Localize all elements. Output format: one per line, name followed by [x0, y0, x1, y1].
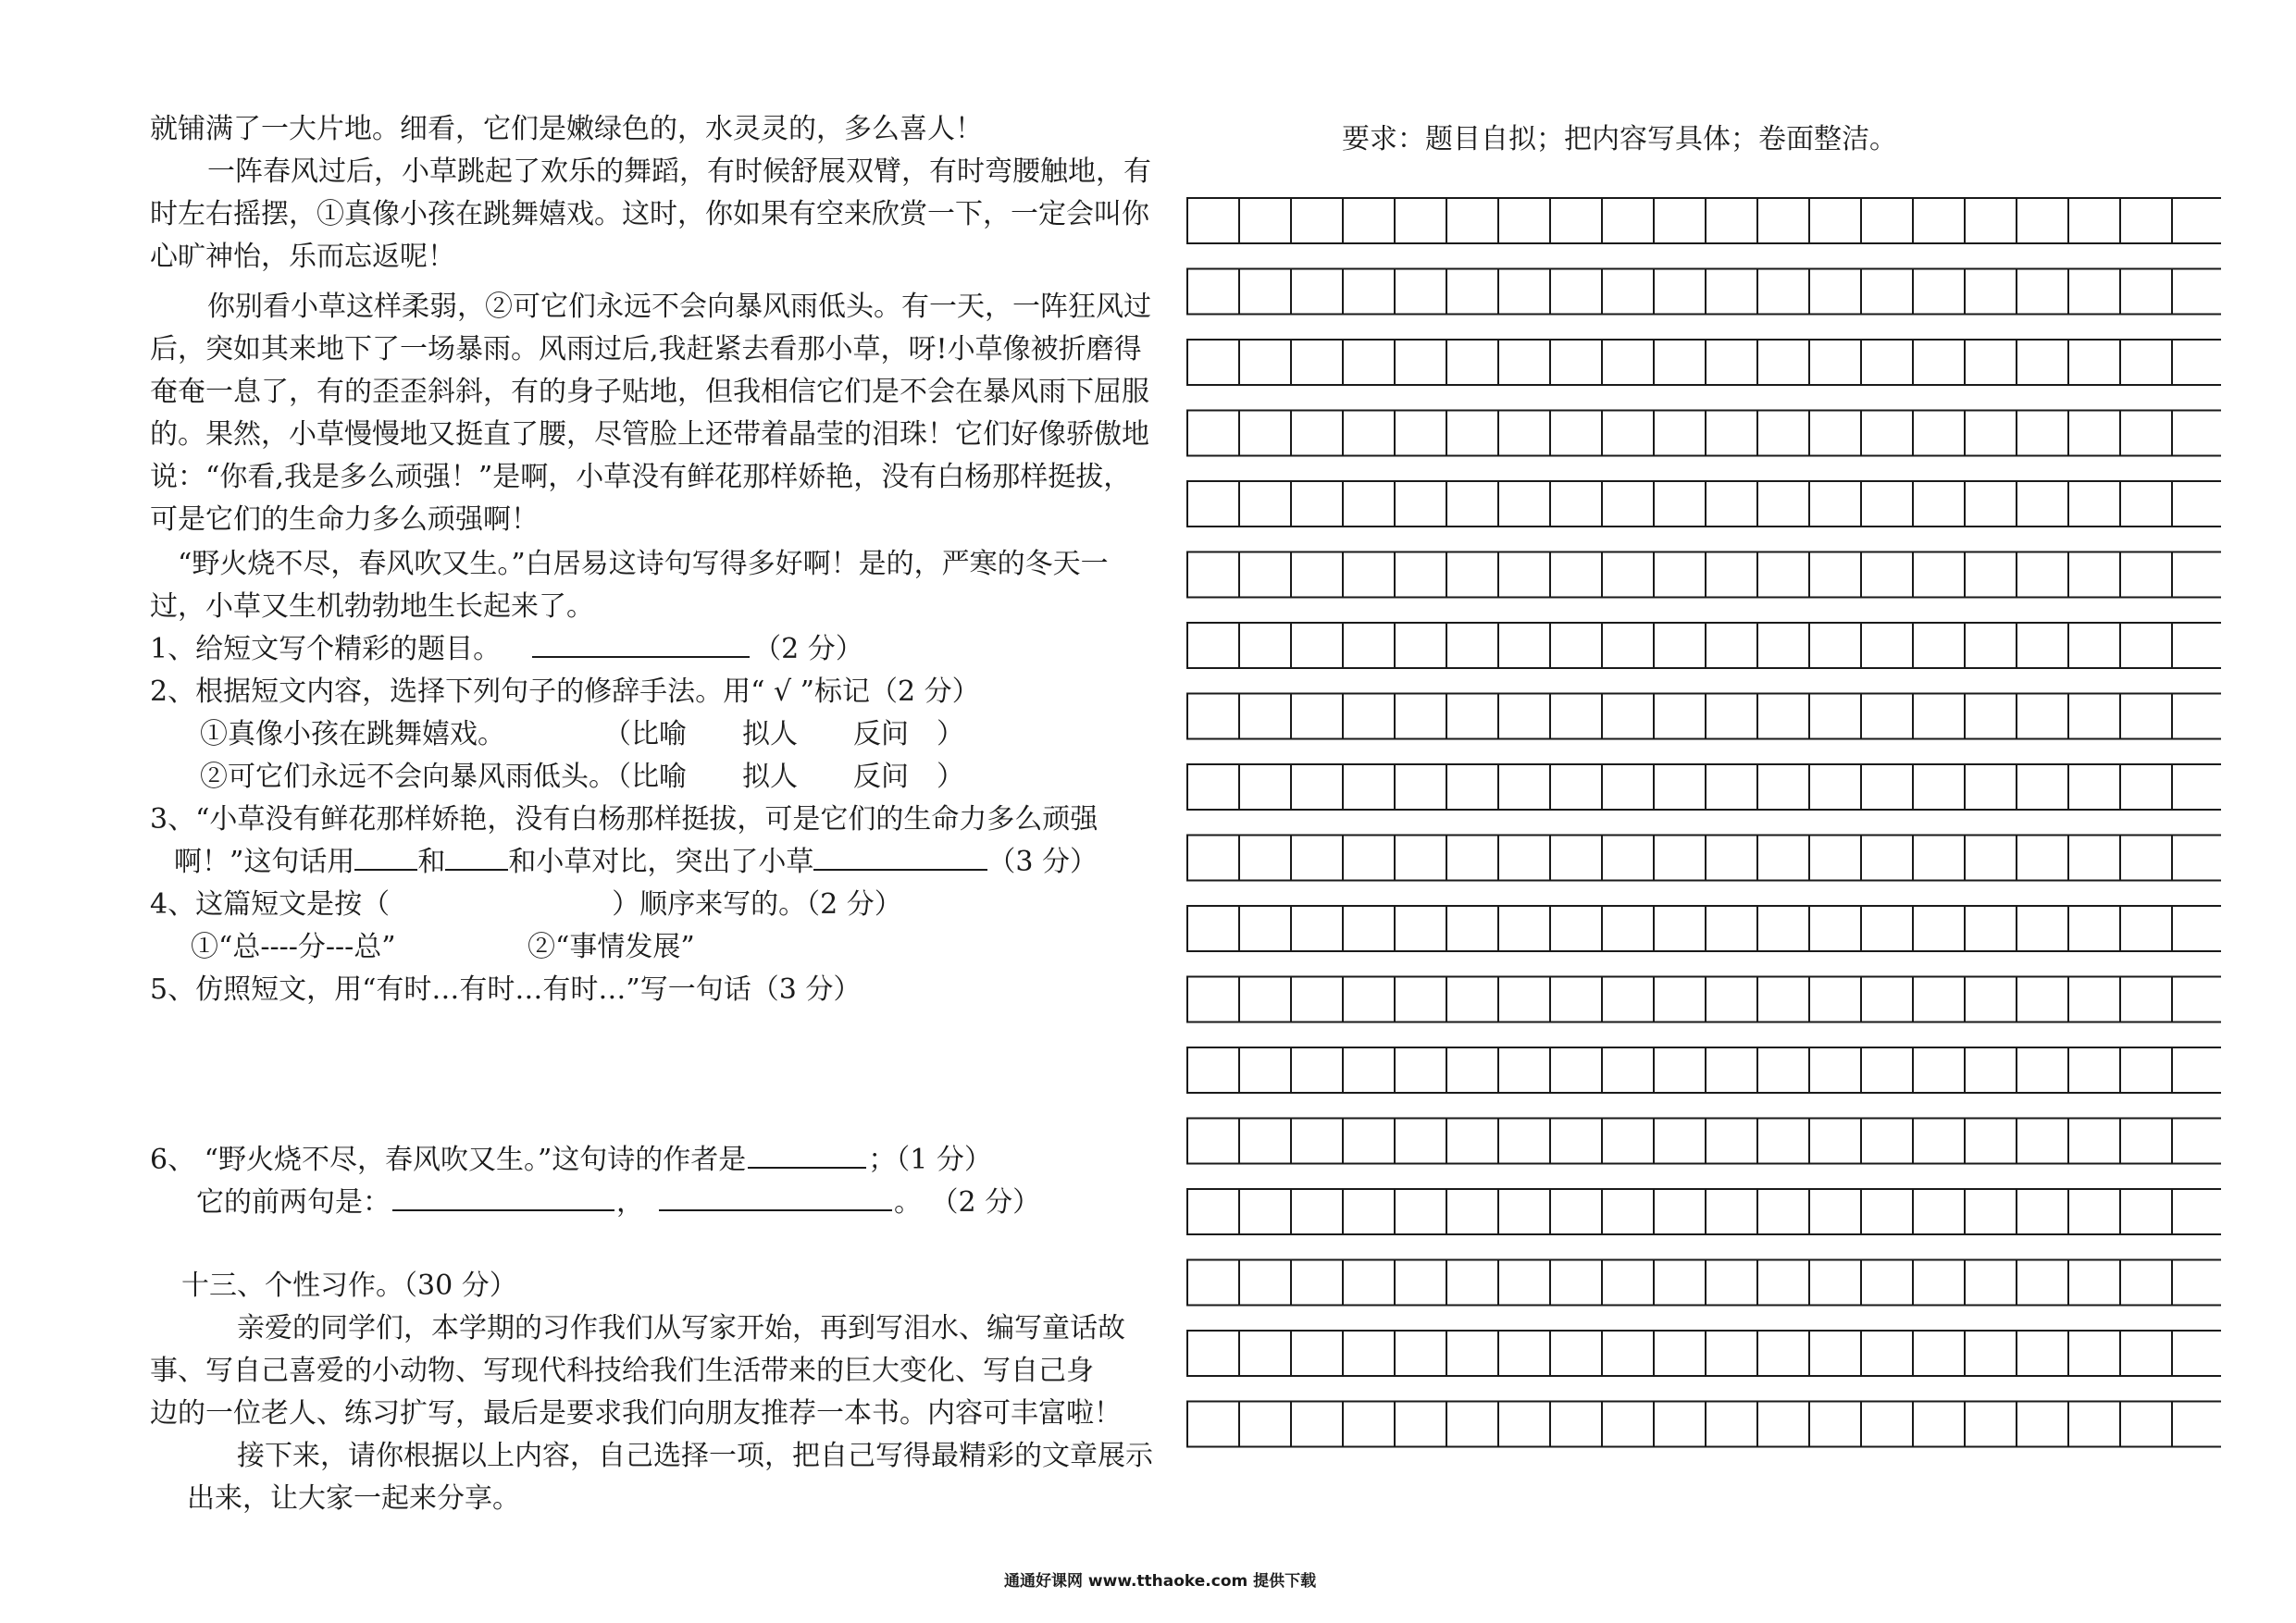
question-2-sentence-1: ①真像小孩在跳舞嬉戏。: [200, 718, 505, 750]
passage-line: 的。果然，小草慢慢地又挺直了腰，尽管脸上还带着晶莹的泪珠！它们好像骄傲地: [150, 418, 1149, 451]
question-1: 1、给短文写个精彩的题目。 （2 分）: [150, 633, 863, 665]
answer-blank-poem-line-2[interactable]: [659, 1185, 892, 1211]
question-2: 2、根据短文内容，选择下列句子的修辞手法。用“ √ ”标记（2 分）: [150, 675, 980, 708]
question-2-sentence-2: ②可它们永远不会向暴风雨低头。: [200, 761, 616, 793]
question-6-line-2: 它的前两句是： ， 。 （2 分）: [196, 1186, 1041, 1219]
passage-line: 时左右摇摆，①真像小孩在跳舞嬉戏。这时，你如果有空来欣赏一下，一定会叫你: [150, 198, 1149, 230]
passage-line: 后，突如其来地下了一场暴雨。风雨过后,我赶紧去看那小草，呀!小草像被折磨得: [150, 333, 1142, 365]
question-2-options-2[interactable]: （比喻 拟人 反问 ）: [603, 761, 964, 793]
passage-line: “野火烧不尽，春风吹又生。”白居易这诗句写得多好啊！是的，严寒的冬天一: [178, 548, 1109, 580]
passage-line: 就铺满了一大片地。细看，它们是嫩绿色的，水灵灵的，多么喜人！: [150, 113, 983, 145]
composition-text-line: 出来，让大家一起来分享。: [187, 1482, 520, 1515]
passage-line: 心旷神怡，乐而忘返呢！: [150, 241, 455, 273]
question-2-options-1[interactable]: （比喻 拟人 反问 ）: [603, 718, 964, 750]
passage-line: 可是它们的生命力多么顽强啊！: [150, 503, 539, 536]
question-5: 5、仿照短文，用“有时…有时…有时…”写一句话（3 分）: [150, 973, 862, 1006]
footer-source: 通通好课网 www.tthaoke.com 提供下载: [1004, 1572, 1317, 1591]
question-4: 4、这篇短文是按（ ）顺序来写的。（2 分）: [150, 888, 902, 921]
answer-blank-author[interactable]: [748, 1143, 866, 1169]
answer-blank-contrast-2[interactable]: [445, 845, 508, 871]
composition-text-line: 事、写自己喜爱的小动物、写现代科技给我们生活带来的巨大变化、写自己身: [150, 1355, 1094, 1387]
answer-blank-title[interactable]: [532, 632, 750, 658]
composition-text-line: 亲爱的同学们，本学期的习作我们从写家开始，再到写泪水、编写童话故: [237, 1312, 1125, 1344]
composition-text-line: 边的一位老人、练习扩写，最后是要求我们向朋友推荐一本书。内容可丰富啦！: [150, 1397, 1122, 1430]
answer-blank-contrast-1[interactable]: [354, 845, 417, 871]
answer-blank-poem-line-1[interactable]: [392, 1185, 614, 1211]
composition-writing-grid[interactable]: [1180, 194, 2221, 1485]
question-4-option-1: ①“总----分---总”: [191, 931, 396, 963]
composition-text-line: 接下来，请你根据以上内容，自己选择一项，把自己写得最精彩的文章展示: [237, 1440, 1153, 1472]
question-3: 3、“小草没有鲜花那样娇艳，没有白杨那样挺拔，可是它们的生命力多么顽强: [150, 803, 1098, 836]
passage-line: 一阵春风过后，小草跳起了欢乐的舞蹈，有时候舒展双臂，有时弯腰触地，有: [207, 155, 1151, 188]
answer-blank-highlight[interactable]: [813, 845, 987, 871]
writing-requirement: 要求：题目自拟；把内容写具体；卷面整洁。: [1342, 123, 1897, 155]
passage-line: 过，小草又生机勃勃地生长起来了。: [150, 590, 594, 623]
question-3-line-2: 啊！”这句话用 和 和小草对比，突出了小草 （3 分）: [174, 846, 1098, 878]
passage-line: 你别看小草这样柔弱，②可它们永远不会向暴风雨低头。有一天，一阵狂风过: [207, 291, 1151, 323]
passage-line: 说：“你看,我是多么顽强！”是啊，小草没有鲜花那样娇艳，没有白杨那样挺拔，: [150, 461, 1132, 493]
composition-heading: 十三、个性习作。（30 分）: [181, 1270, 517, 1302]
passage-line: 奄奄一息了，有的歪歪斜斜，有的身子贴地，但我相信它们是不会在暴风雨下屈服: [150, 376, 1149, 408]
question-6: 6、 “野火烧不尽，春风吹又生。”这句诗的作者是 ；（1 分）: [150, 1144, 992, 1176]
question-4-option-2: ②“事情发展”: [527, 931, 695, 963]
